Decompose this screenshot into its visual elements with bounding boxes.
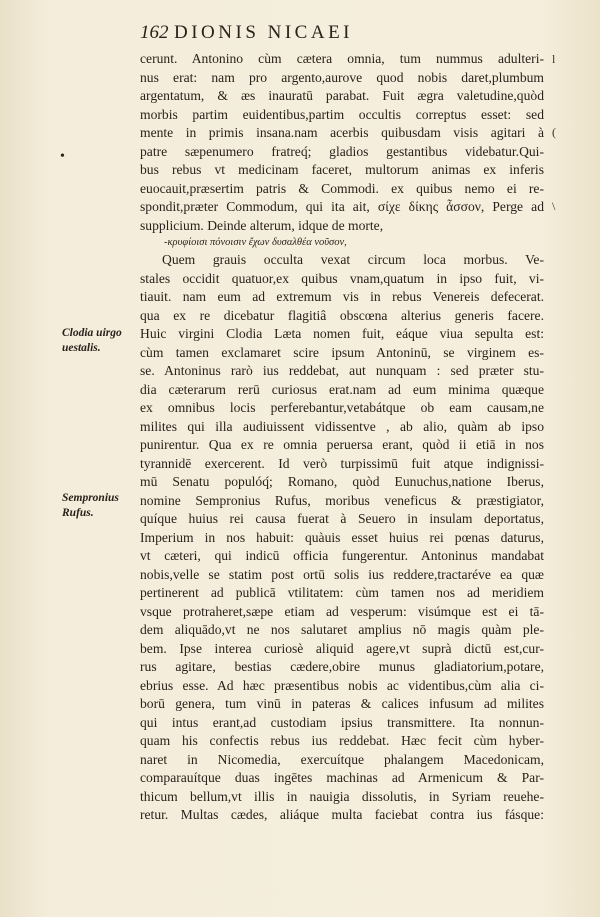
text-line: Huic virgini Clodia Læta nomen fuit, eáque viua sepulta est: [140, 326, 544, 341]
marginal-note-line: Clodia uirgo [62, 327, 122, 339]
text-line: nomine Sempronius Rufus, moribus veneficus & præstigiator, [140, 492, 544, 508]
text-line: naret in Nicomedia, exercuítque phalangem Macedonicam, [140, 751, 544, 767]
text-line: bem. Ipse interea curiosè aliquid agere,vt suprà dictū est,cur- [140, 640, 544, 656]
text-line: nus erat: nam pro argento,aurove quod nobis daret,plumbum [140, 69, 544, 85]
greek-verse-line: -κρυφίοισι πόνοισιν ἔχων δυσαλθέα νοῦσον, [164, 237, 347, 248]
marginal-note-line: Sempronius [62, 492, 119, 504]
page-number: 162 [140, 22, 169, 43]
text-line: Imperium in nos habuit: quàuis esset huius rei pœnas daturus, [140, 529, 544, 545]
text-line: vt cæteri, qui indicū officia fungerentur. Antoninus mandabat [140, 548, 544, 563]
text-line: bus rebus vt medicinam faceret, multorum animas ex inferis [140, 162, 544, 177]
text-line: se. Antoninus rarò ius reddebat, aut nunquam : sed præter stu- [140, 363, 544, 378]
text-line: mū Senatu populóq́; Romano, quòd Eunuchus,natione Iberus, [140, 474, 544, 489]
right-margin-mark: l [552, 52, 556, 66]
margin-bullet-mark: • [60, 149, 65, 164]
text-line: patre sæpenumero fratreq́; gladios gestantibus videbatur.Qui- [140, 143, 544, 159]
marginal-note-clodia [62, 326, 122, 356]
text-line: tyrannidē exercerent. Id verò turpissimū fuit atque indignissi- [140, 455, 544, 471]
text-line: punirentur. Qua ex re omnia peruersa erant, quòd ii etiā in nos [140, 437, 544, 452]
text-line: Quem grauis occulta vexat circum loca morbus. Ve- [162, 252, 544, 267]
text-line: borū genera, tum vinū in pateras & calices infusum ad milites [140, 696, 544, 711]
text-line: milites qui illa audiuissent vidissentve , ab alio, quàm ab ipso [140, 418, 544, 434]
text-line: qua ex re dicebatur flagitiâ obscœna alterius generis facere. [140, 307, 544, 323]
marginal-note-line: uestalis. [62, 342, 101, 354]
text-line: thicum bellum,vt illis in nauigia dissolutis, in Syriam reuehe- [140, 788, 544, 804]
text-line: cùm tamen exclamaret scire ipsum Antoninū, se virginem es- [140, 344, 544, 360]
text-line: pertinerent ad publicā vtilitatem: cùm tamen nos ad meridiem [140, 585, 544, 600]
right-margin-mark: \ [552, 199, 556, 213]
text-line: morbis partim euidentibus,partim occultis correptus esset: sed [140, 106, 544, 122]
text-line: quam his confectis rebus ius reddebat. Hæc fecit cùm hyber- [140, 733, 544, 748]
marginal-note-sempronius [62, 491, 119, 521]
text-line: ex omnibus locis perferebantur,vetabátque ob eam causam,ne [140, 400, 544, 415]
text-line: argentatum, & æs inauratū parabat. Fuit ægra valetudine,quòd [140, 88, 544, 103]
text-line: tiauit. nam eum ad extremum vis in rebus Venereis defecerat. [140, 289, 544, 304]
text-line: nobis,velle se statim post ortū solis ius reddere,tractaréve ea quæ [140, 566, 544, 582]
text-line: dia cæterarum rerū curiosus erat.nam ad eum minima quæque [140, 381, 544, 397]
text-line: rus agitare, bestias cædere,obire munus gladiatorium,potare, [140, 659, 544, 674]
text-line: supplicium. Deinde alterum, idque de morte, [140, 217, 384, 233]
text-line: quíque huius rei causa fuerat à Seuero in insulam deportatus, [140, 511, 544, 526]
text-line: comparauítque duas ingētes machinas ad Armenicum & Par- [140, 770, 544, 785]
text-line: qui intus erant,ad custodiam ipsius transmittere. Ita nonnun- [140, 714, 544, 730]
text-line: spondit,præter Commodum, qui ita ait, σίχε δίκης ἆσσον, Perge ad [140, 199, 544, 214]
text-line: ebrius esse. Ad hæc præsentibus nobis ac videntibus,cùm alia ci- [140, 677, 544, 693]
text-line: stales occidit quatuor,ex quibus vnam,quatum in ipso fuit, vi- [140, 270, 544, 286]
text-line: vsque protraheret,sæpe etiam ad vesperum: visúmque est ei tā- [140, 603, 544, 619]
text-line: retur. Multas cædes, aliáque multa faciebat contra ius fásque: [140, 807, 544, 822]
marginal-note-line: Rufus. [62, 507, 94, 519]
text-line: euocauit,præsertim patris & Commodi. ex quibus nemo ei re- [140, 180, 544, 196]
text-line: cerunt. Antonino cùm cætera omnia, tum nummus adulteri- [140, 51, 544, 66]
page-header [140, 22, 560, 48]
text-line: mente in primis insana.nam acerbis quibusdam visis agitari à [140, 125, 544, 140]
body-text [140, 50, 544, 825]
running-head: DIONIS NICAEI [174, 22, 354, 43]
text-line: dem aliquādo,vt ne nos salutaret amplius nō magis quàm ple- [140, 622, 544, 637]
right-margin-mark: ( [552, 125, 556, 139]
